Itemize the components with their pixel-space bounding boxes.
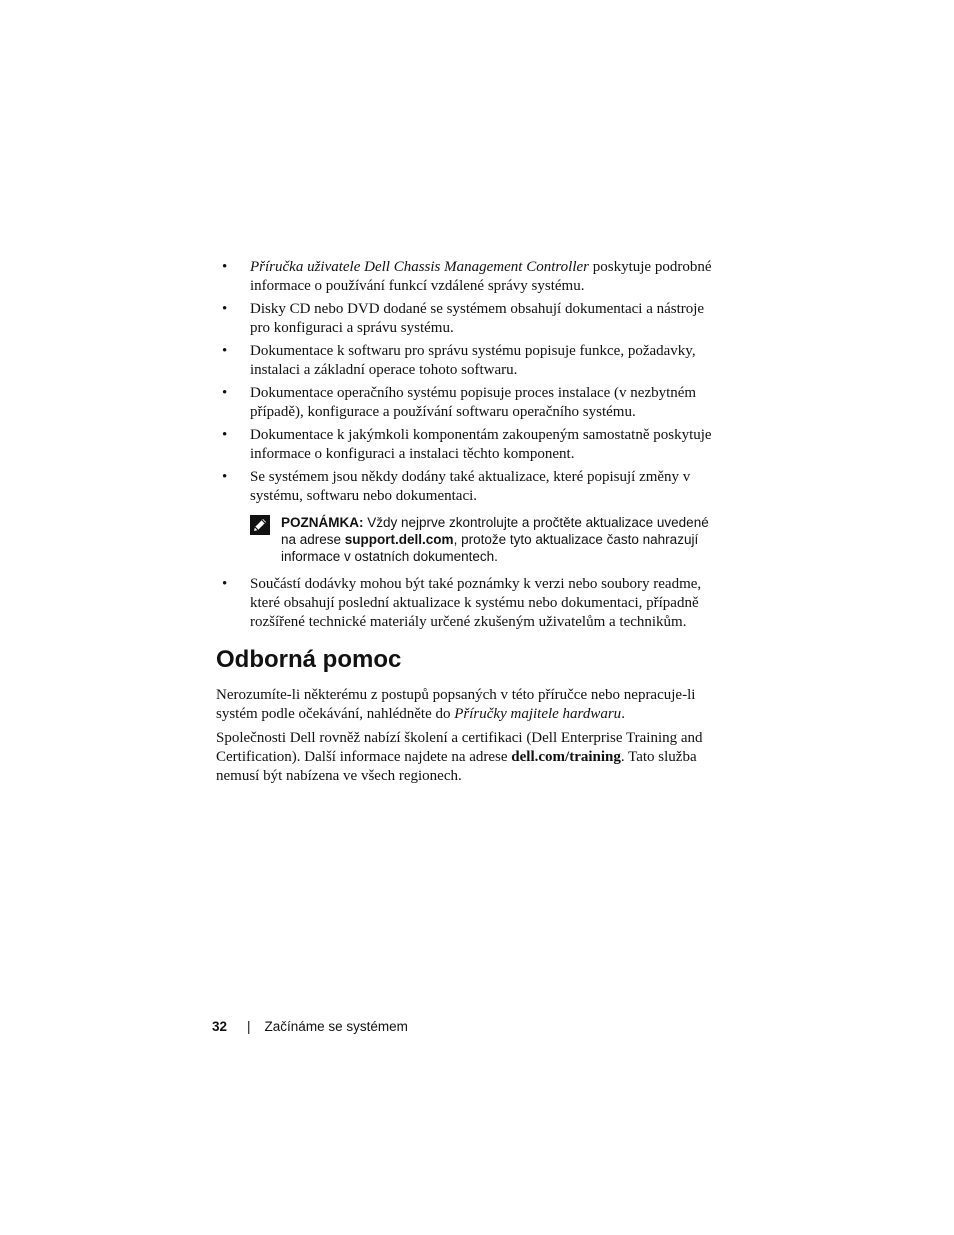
pencil-note-icon [250, 515, 270, 535]
paragraph [216, 686, 726, 724]
list-item-title: Příručka uživatele Dell Chassis Management Controller [250, 259, 589, 275]
list-item [222, 468, 722, 506]
documentation-list [222, 258, 722, 636]
list-item-text: Disky CD nebo DVD dodané se systémem obsahují dokumentaci a nástroje pro konfiguraci a správu systému. [250, 301, 705, 336]
support-link: support.dell.com [344, 532, 454, 547]
manual-title: Příručky majitele hardwaru [454, 706, 622, 722]
bullet-dot: • [222, 343, 228, 359]
training-link: dell.com/training [511, 749, 621, 765]
note-box [250, 514, 722, 565]
page-number: 32 [212, 1019, 228, 1034]
footer-section-title: Začínáme se systémem [264, 1019, 408, 1034]
footer-separator: | [247, 1019, 251, 1034]
list-item-text: poskytuje podrobné informace o používání funkcí vzdálené správy systému. [250, 259, 712, 294]
list-item-text: Dokumentace k jakýmkoli komponentám zakoupeným samostatně poskytuje informace o konfiguraci a instalaci těchto komponent. [250, 427, 712, 462]
note-text-end: , protože tyto aktualizace často nahrazují informace v ostatních dokumentech. [281, 532, 699, 564]
section-heading: Odborná pomoc [216, 646, 402, 673]
list-item-text: Součástí dodávky mohou být také poznámky k verzi nebo soubory readme, které obsahují poslední aktualizace k systému nebo dokumentaci, případně rozšířené technické materiály určené zkušeným uživatelům a technikům. [250, 576, 702, 630]
bullet-dot: • [222, 259, 228, 275]
list-item-text: Dokumentace operačního systému popisuje proces instalace (v nezbytném případě), konfigurace a používání softwaru operačního systému. [250, 385, 697, 420]
page-footer [212, 1019, 408, 1034]
list-item [222, 342, 722, 380]
note-text: Vždy nejprve zkontrolujte a pročtěte aktualizace uvedené na adrese [281, 515, 709, 547]
list-item [222, 258, 722, 296]
bullet-dot: • [222, 427, 228, 443]
list-item [222, 300, 722, 338]
list-item [222, 426, 722, 464]
bullet-dot: • [222, 385, 228, 401]
list-item [222, 384, 722, 422]
paragraph [216, 729, 726, 786]
list-item [222, 575, 722, 632]
paragraph-text: Nerozumíte-li některému z postupů popsaných v této příručce nebo nepracuje-li systém podle očekávání, nahlédněte do [216, 687, 696, 722]
paragraph-text-end: . Tato služba nemusí být nabízena ve všech regionech. [216, 749, 697, 784]
paragraph-text: Společnosti Dell rovněž nabízí školení a certifikaci (Dell Enterprise Training and Certification). Další informace najdete na adrese [216, 730, 703, 765]
bullet-dot: • [222, 469, 228, 485]
list-item-text: Se systémem jsou někdy dodány také aktualizace, které popisují změny v systému, softwaru nebo dokumentaci. [250, 469, 691, 504]
note-label: POZNÁMKA: [281, 515, 364, 530]
section-body [216, 686, 726, 791]
paragraph-end: . [621, 706, 625, 722]
bullet-dot: • [222, 576, 228, 592]
list-item-text: Dokumentace k softwaru pro správu systému popisuje funkce, požadavky, instalaci a základní operace tohoto softwaru. [250, 343, 696, 378]
bullet-dot: • [222, 301, 228, 317]
